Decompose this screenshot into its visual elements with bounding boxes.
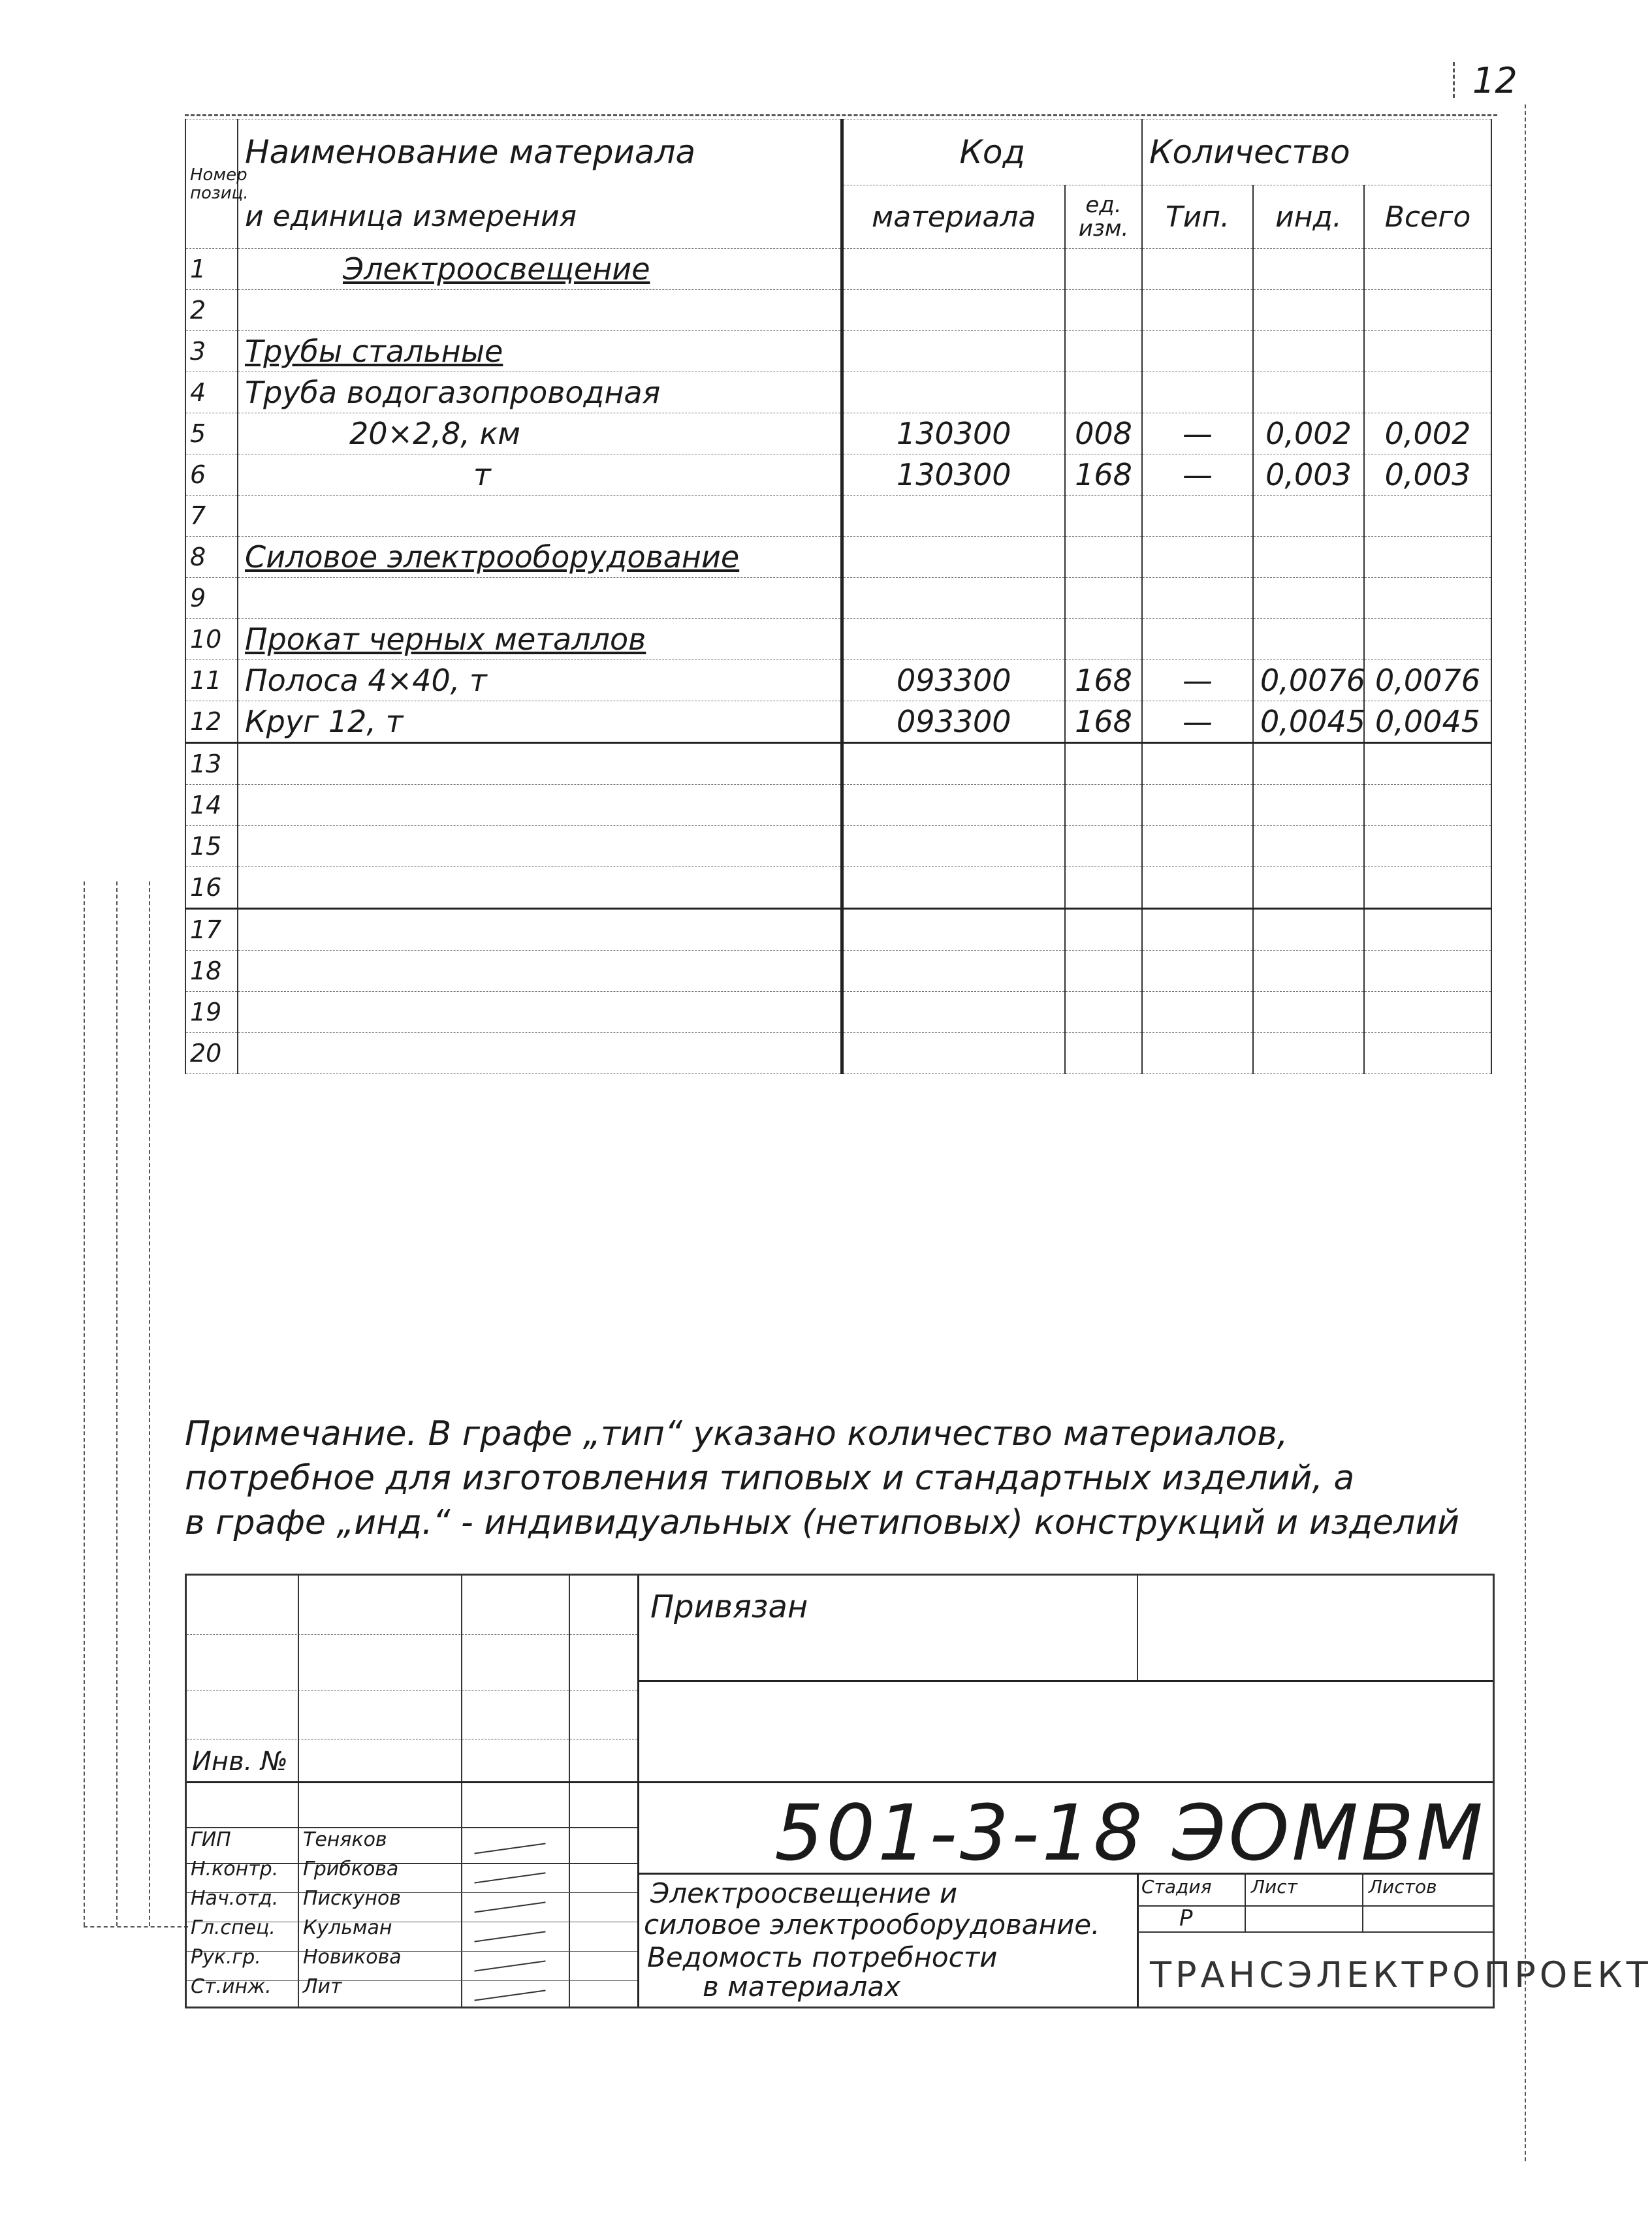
table-row xyxy=(185,290,1491,331)
description-line-2: силовое электрооборудование. xyxy=(644,1909,1100,1941)
tb-grid-v4 xyxy=(637,1576,639,2007)
signer-role: ГИП xyxy=(191,1828,231,1851)
header-code-unit: ед. изм. xyxy=(1065,185,1142,249)
material-name-cell: Трубы стальные xyxy=(238,331,842,372)
qty-total-cell xyxy=(1364,867,1491,909)
pos-number-cell: 11 xyxy=(185,660,238,701)
binding-line-1 xyxy=(84,881,85,1926)
material-name-cell: т xyxy=(238,454,842,496)
description-line-1: Электроосвещение и xyxy=(650,1877,958,1909)
signature-mark xyxy=(474,1931,545,1942)
unit-code-cell xyxy=(1065,372,1142,413)
binding-bottom xyxy=(84,1926,188,1928)
qty-total-cell xyxy=(1364,743,1491,785)
material-code-cell xyxy=(842,743,1065,785)
material-name-cell: 20×2,8, км xyxy=(238,413,842,454)
tb-stage-v2 xyxy=(1362,1873,1363,1931)
note xyxy=(185,1412,1491,1545)
binding-line-3 xyxy=(149,881,150,1926)
tb-sep-desc-v xyxy=(1137,1873,1139,2007)
qty-ind-cell xyxy=(1253,619,1364,660)
stage-value: Р xyxy=(1179,1905,1193,1931)
qty-total-cell xyxy=(1364,951,1491,992)
table-row xyxy=(185,454,1491,496)
unit-code-cell xyxy=(1065,826,1142,867)
header-pos: Номер позиц. xyxy=(185,119,238,249)
material-name-cell xyxy=(238,743,842,785)
material-name-cell: Труба водогазопроводная xyxy=(238,372,842,413)
table-row xyxy=(185,785,1491,826)
page-number-divider xyxy=(1453,62,1455,98)
material-name-cell: Круг 12, т xyxy=(238,701,842,743)
stage-label: Стадия xyxy=(1141,1876,1212,1897)
material-name-cell xyxy=(238,578,842,619)
signature-mark xyxy=(474,1843,545,1854)
material-code-cell xyxy=(842,290,1065,331)
material-code-cell xyxy=(842,909,1065,951)
signature-mark xyxy=(474,1990,545,2001)
qty-ind-cell xyxy=(1253,826,1364,867)
sheets-label: Листов xyxy=(1369,1876,1437,1897)
material-code-cell xyxy=(842,867,1065,909)
qty-ind-cell xyxy=(1253,331,1364,372)
signer-role: Гл.спец. xyxy=(191,1916,276,1939)
qty-typ-cell: — xyxy=(1142,413,1253,454)
material-name-cell xyxy=(238,951,842,992)
binding-line-2 xyxy=(116,881,118,1926)
unit-code-cell xyxy=(1065,785,1142,826)
qty-total-cell: 0,002 xyxy=(1364,413,1491,454)
pos-number-cell: 4 xyxy=(185,372,238,413)
tb-grid-v3 xyxy=(569,1576,570,2007)
pos-number-cell: 17 xyxy=(185,909,238,951)
material-code-cell xyxy=(842,496,1065,537)
qty-typ-cell xyxy=(1142,867,1253,909)
table-row xyxy=(185,743,1491,785)
table-header-row-2 xyxy=(185,185,1491,249)
signer-role: Н.контр. xyxy=(191,1858,279,1880)
pos-number-cell: 6 xyxy=(185,454,238,496)
qty-total-cell xyxy=(1364,496,1491,537)
tb-sep-code xyxy=(187,1781,1493,1783)
material-code-cell xyxy=(842,951,1065,992)
qty-ind-cell: 0,0045 xyxy=(1253,701,1364,743)
qty-total-cell xyxy=(1364,290,1491,331)
material-code-cell xyxy=(842,372,1065,413)
tb-stage-row2 xyxy=(1137,1931,1493,1933)
qty-ind-cell xyxy=(1253,290,1364,331)
qty-typ-cell xyxy=(1142,331,1253,372)
table-row xyxy=(185,909,1491,951)
table-row xyxy=(185,951,1491,992)
signer-name: Теняков xyxy=(303,1828,387,1851)
qty-ind-cell xyxy=(1253,867,1364,909)
frame-top-border xyxy=(185,114,1497,116)
unit-code-cell xyxy=(1065,578,1142,619)
table-row xyxy=(185,826,1491,867)
qty-typ-cell xyxy=(1142,537,1253,578)
pos-number-cell: 2 xyxy=(185,290,238,331)
pos-number-cell: 13 xyxy=(185,743,238,785)
pos-number-cell: 20 xyxy=(185,1033,238,1074)
project-code: 501-3-18 ЭОМВМ xyxy=(774,1788,1485,1878)
signer-name: Новикова xyxy=(303,1946,402,1969)
qty-typ-cell xyxy=(1142,290,1253,331)
material-name-cell xyxy=(238,1033,842,1074)
signer-name: Пискунов xyxy=(303,1887,402,1910)
unit-code-cell: 008 xyxy=(1065,413,1142,454)
qty-total-cell xyxy=(1364,909,1491,951)
qty-typ-cell xyxy=(1142,619,1253,660)
material-code-cell xyxy=(842,1033,1065,1074)
material-code-cell xyxy=(842,249,1065,290)
description-line-4: в материалах xyxy=(703,1971,900,2003)
header-qty-group: Количество xyxy=(1142,119,1491,185)
material-name-cell xyxy=(238,992,842,1033)
pos-number-cell: 14 xyxy=(185,785,238,826)
qty-total-cell: 0,0076 xyxy=(1364,660,1491,701)
qty-ind-cell: 0,003 xyxy=(1253,454,1364,496)
material-code-cell xyxy=(842,619,1065,660)
unit-code-cell xyxy=(1065,619,1142,660)
material-name-cell: Полоса 4×40, т xyxy=(238,660,842,701)
material-name-cell: Электроосвещение xyxy=(238,249,842,290)
qty-ind-cell xyxy=(1253,372,1364,413)
unit-code-cell: 168 xyxy=(1065,454,1142,496)
tb-grid-v2 xyxy=(461,1576,462,2007)
table-row xyxy=(185,413,1491,454)
header-name-line2: и единица измерения xyxy=(238,185,842,249)
header-code-material: материала xyxy=(842,185,1065,249)
qty-ind-cell xyxy=(1253,537,1364,578)
qty-total-cell xyxy=(1364,826,1491,867)
signature-mark xyxy=(474,1901,545,1912)
pos-number-cell: 16 xyxy=(185,867,238,909)
qty-typ-cell xyxy=(1142,826,1253,867)
privyazan-label: Привязан xyxy=(650,1589,808,1625)
table-row xyxy=(185,867,1491,909)
tb-sep-privyazan xyxy=(637,1680,1493,1682)
unit-code-cell xyxy=(1065,992,1142,1033)
signer-name: Грибкова xyxy=(303,1858,399,1880)
qty-ind-cell xyxy=(1253,992,1364,1033)
qty-typ-cell xyxy=(1142,249,1253,290)
pos-number-cell: 19 xyxy=(185,992,238,1033)
material-name-cell xyxy=(238,785,842,826)
qty-ind-cell xyxy=(1253,785,1364,826)
material-name-cell xyxy=(238,867,842,909)
qty-total-cell xyxy=(1364,249,1491,290)
qty-typ-cell xyxy=(1142,743,1253,785)
tb-sep-privyazan-v xyxy=(1137,1576,1138,1680)
qty-typ-cell xyxy=(1142,372,1253,413)
qty-ind-cell xyxy=(1253,909,1364,951)
table-row xyxy=(185,660,1491,701)
material-code-cell xyxy=(842,537,1065,578)
material-name-cell xyxy=(238,909,842,951)
pos-number-cell: 5 xyxy=(185,413,238,454)
qty-ind-cell xyxy=(1253,496,1364,537)
qty-total-cell xyxy=(1364,992,1491,1033)
qty-ind-cell xyxy=(1253,578,1364,619)
qty-total-cell xyxy=(1364,785,1491,826)
tb-row-a xyxy=(187,1634,637,1635)
signature-mark xyxy=(474,1960,545,1971)
header-qty-typ: Тип. xyxy=(1142,185,1253,249)
qty-typ-cell: — xyxy=(1142,454,1253,496)
material-name-cell xyxy=(238,826,842,867)
header-qty-total: Всего xyxy=(1364,185,1491,249)
qty-typ-cell xyxy=(1142,1033,1253,1074)
table-row xyxy=(185,331,1491,372)
qty-typ-cell xyxy=(1142,909,1253,951)
table-row xyxy=(185,496,1491,537)
pos-number-cell: 18 xyxy=(185,951,238,992)
qty-total-cell xyxy=(1364,372,1491,413)
unit-code-cell xyxy=(1065,951,1142,992)
qty-typ-cell xyxy=(1142,785,1253,826)
material-name-cell: Прокат черных металлов xyxy=(238,619,842,660)
pos-number-cell: 1 xyxy=(185,249,238,290)
qty-ind-cell: 0,002 xyxy=(1253,413,1364,454)
qty-typ-cell xyxy=(1142,951,1253,992)
qty-total-cell xyxy=(1364,619,1491,660)
qty-total-cell xyxy=(1364,331,1491,372)
table-row xyxy=(185,992,1491,1033)
qty-total-cell xyxy=(1364,578,1491,619)
material-code-cell xyxy=(842,826,1065,867)
material-name-cell: Силовое электрооборудование xyxy=(238,537,842,578)
unit-code-cell xyxy=(1065,537,1142,578)
table-header-row-1 xyxy=(185,119,1491,185)
material-name-cell xyxy=(238,496,842,537)
tb-row-d xyxy=(187,1827,637,1828)
table-row xyxy=(185,619,1491,660)
qty-typ-cell xyxy=(1142,496,1253,537)
unit-code-cell xyxy=(1065,496,1142,537)
pos-number-cell: 15 xyxy=(185,826,238,867)
inv-number-label: Инв. № xyxy=(192,1747,288,1777)
note-line-1: Примечание. В графе „тип“ указано количество материалов, xyxy=(185,1414,1288,1453)
table-row xyxy=(185,249,1491,290)
material-name-cell xyxy=(238,290,842,331)
pos-number-cell: 8 xyxy=(185,537,238,578)
material-code-cell: 093300 xyxy=(842,660,1065,701)
qty-ind-cell xyxy=(1253,1033,1364,1074)
signer-role: Нач.отд. xyxy=(191,1887,279,1910)
material-code-cell: 130300 xyxy=(842,413,1065,454)
material-code-cell: 130300 xyxy=(842,454,1065,496)
qty-typ-cell xyxy=(1142,992,1253,1033)
table-row xyxy=(185,1033,1491,1074)
qty-typ-cell: — xyxy=(1142,660,1253,701)
qty-ind-cell: 0,0076 xyxy=(1253,660,1364,701)
qty-total-cell: 0,0045 xyxy=(1364,701,1491,743)
frame-right-margin xyxy=(1525,104,1526,2161)
table-row xyxy=(185,701,1491,743)
qty-total-cell xyxy=(1364,537,1491,578)
title-block xyxy=(185,1574,1652,2008)
pos-number-cell: 12 xyxy=(185,701,238,743)
material-code-cell xyxy=(842,578,1065,619)
material-code-cell xyxy=(842,992,1065,1033)
signature-mark xyxy=(474,1872,545,1883)
header-qty-ind: инд. xyxy=(1253,185,1364,249)
qty-typ-cell: — xyxy=(1142,701,1253,743)
signer-role: Ст.инж. xyxy=(191,1975,272,1998)
page-number: 12 xyxy=(1472,60,1517,101)
signer-role: Рук.гр. xyxy=(191,1946,261,1969)
tb-grid-v1 xyxy=(298,1576,299,2007)
table-row xyxy=(185,578,1491,619)
qty-total-cell xyxy=(1364,1033,1491,1074)
unit-code-cell xyxy=(1065,249,1142,290)
unit-code-cell xyxy=(1065,331,1142,372)
unit-code-cell: 168 xyxy=(1065,660,1142,701)
unit-code-cell xyxy=(1065,1033,1142,1074)
material-code-cell xyxy=(842,331,1065,372)
organization-name: ТРАНСЭЛЕКТРОПРОЕКТ xyxy=(1150,1954,1652,1995)
unit-code-cell xyxy=(1065,867,1142,909)
material-code-cell xyxy=(842,785,1065,826)
signer-name: Лит xyxy=(303,1975,342,1998)
unit-code-cell xyxy=(1065,743,1142,785)
qty-total-cell: 0,003 xyxy=(1364,454,1491,496)
signer-name: Кульман xyxy=(303,1916,392,1939)
unit-code-cell: 168 xyxy=(1065,701,1142,743)
unit-code-cell xyxy=(1065,290,1142,331)
unit-code-cell xyxy=(1065,909,1142,951)
pos-number-cell: 7 xyxy=(185,496,238,537)
description-line-3: Ведомость потребности xyxy=(647,1941,998,1973)
pos-number-cell: 3 xyxy=(185,331,238,372)
qty-ind-cell xyxy=(1253,249,1364,290)
material-code-cell: 093300 xyxy=(842,701,1065,743)
pos-number-cell: 10 xyxy=(185,619,238,660)
sheet-label: Лист xyxy=(1251,1876,1297,1897)
qty-typ-cell xyxy=(1142,578,1253,619)
qty-ind-cell xyxy=(1253,951,1364,992)
pos-number-cell: 9 xyxy=(185,578,238,619)
table-row xyxy=(185,537,1491,578)
materials-table xyxy=(185,119,1492,1074)
header-code-group: Код xyxy=(842,119,1142,185)
note-line-3: в графе „инд.“ - индивидуальных (нетиповых) конструкций и изделий xyxy=(185,1503,1459,1542)
note-line-2: потребное для изготовления типовых и стандартных изделий, а xyxy=(185,1459,1355,1498)
tb-stage-v1 xyxy=(1245,1873,1246,1931)
table-row xyxy=(185,372,1491,413)
header-name-line1: Наименование материала xyxy=(238,119,842,185)
qty-ind-cell xyxy=(1253,743,1364,785)
